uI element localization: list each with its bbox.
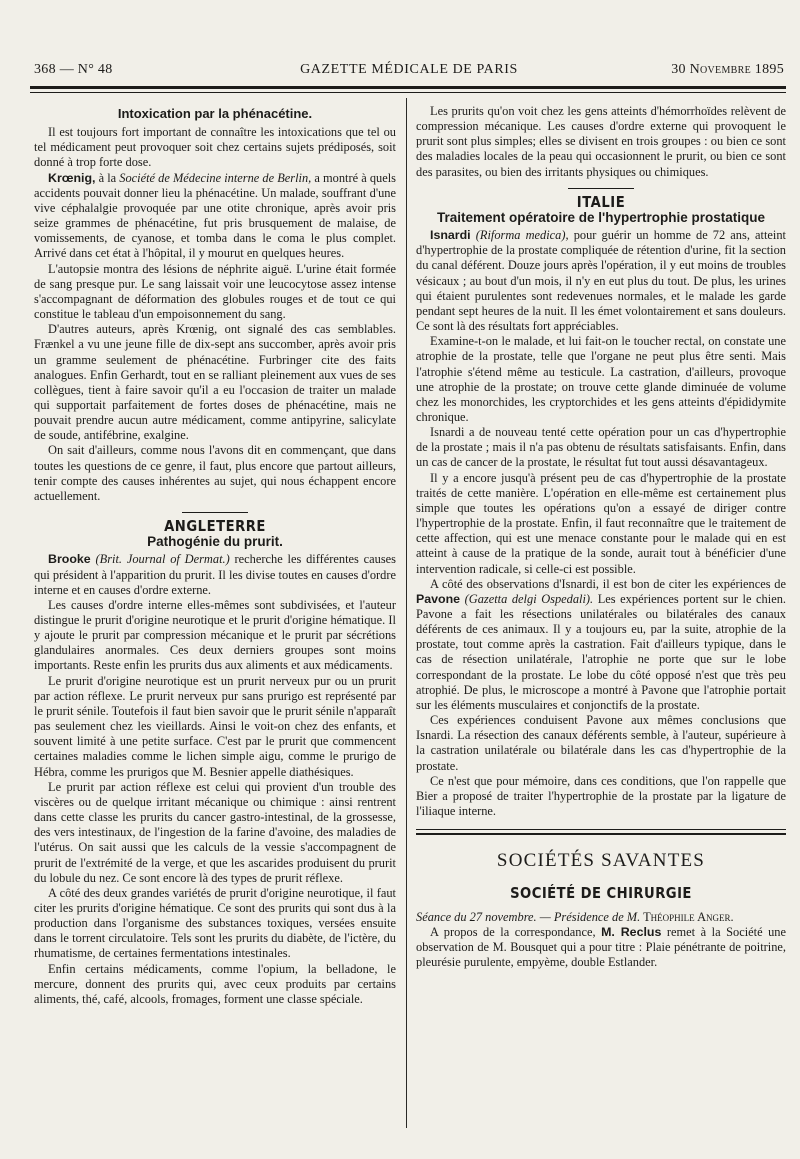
paragraph	[416, 925, 786, 970]
left-column	[34, 104, 396, 1007]
section-separator	[568, 188, 634, 189]
paragraph: Ces expériences conduisent Pavone aux mêmes conclusions que Isnardi. La résection des canaux déférents semble, à l'auteur, supérieure à la castration unilatérale ou bilatérale dans les cas d'hypertrophie de la prostate.	[416, 713, 786, 773]
journal-name: (Brit. Journal of Dermat.)	[90, 552, 230, 567]
page-header	[34, 58, 784, 80]
paragraph: Il est toujours fort important de connaître les intoxications que tel ou tel médicament peut provoquer soit chez certains sujets prédiposés, soit donné à trop forte dose.	[34, 125, 396, 170]
seance-date: Séance du 27 novembre. — Présidence de M.	[416, 909, 641, 924]
header-rule-thick	[30, 86, 786, 89]
paragraph	[34, 552, 396, 597]
president-name: Théophile Anger.	[640, 909, 734, 924]
paragraph: L'autopsie montra des lésions de néphrite aiguë. L'urine était formée de sang presque pur. Le sang laissait voir une leucocytose assez intense s'accompagnant de déformation des globules rouges et de tout ce qui constitue le tableau d'un empoisonnement du sang.	[34, 261, 396, 322]
paragraph: Examine-t-on le malade, et lui fait-on le toucher rectal, on constate une atrophie de la prostate, telle que l'organe ne peut plus être senti. Mais l'atrophie s'étend même au testicule. La castration, d'ailleurs, provoque une atrophie de la prostate; on trouve cette glande diminuée de volume chez les monorchides, les cryptorchides et les gens atteints d'épididymite chronique.	[416, 334, 786, 424]
author-name: M. Reclus	[601, 924, 662, 939]
journal-name: (Gazetta delgi Ospedali).	[460, 591, 594, 606]
paragraph: Ce n'est que pour mémoire, dans ces conditions, que l'on rappelle que Bier a proposé de traiter l'hypertrophie de la prostate par la ligature de l'iliaque interne.	[416, 773, 786, 819]
journal-title: GAZETTE MÉDICALE DE PARIS	[300, 62, 518, 77]
section-separator	[182, 512, 248, 513]
text-run: a montré à quels accidents pouvait donner lieu la phénacétine. Un malade, souffrant d'une vive céphalalgie provoquée par une otite chronique, après avoir pris seize grammes de phénacétine, fut pris brusquement de malaise, de vomissements, de cyanose, et tomba dans le coma le plus complet. Arrivé dans cet état à l'hôpital, il y mourut en quelques heures.	[34, 170, 396, 261]
text-run: remet à la Société une observation de M. Bousquet qui a pour titre : Plaie pénétrante de poitrine, pleurésie purulente, empyème, double Estlander.	[416, 924, 786, 969]
paragraph: Les prurits qu'on voit chez les gens atteints d'hémorrhoïdes relèvent de compression mécanique. Les causes d'ordre externe qui provoquent le prurit sont plus simples; elles se divisent en trois groupes : ou bien ce sont des maladies locales de la peau qui occasionnent le prurit, ou bien ce sont des parasites, ou bien des irritants physiques ou chimiques.	[416, 104, 786, 179]
paragraph	[416, 228, 786, 334]
header-rule-thin	[30, 92, 786, 93]
paragraph	[34, 171, 396, 262]
author-name: Brooke	[48, 552, 91, 567]
paragraph: Le prurit par action réflexe est celui qui provient d'un trouble des viscères ou de quelque irritant mécanique ou chimique : ainsi rentrent dans cette classe les prurits du cancer gastro-intestinal, de la grossesse, des vers intestinaux, de l'ingestion de la farine d'avoine, des maladies de l'utérus. On sait aussi que les calculs de la vessie s'accompagnent de prurit de l'extrémité de la verge, et que les ascarides produisent du prurit du lobule du nez. Ce sont encore là des types de prurit réflexe.	[34, 779, 396, 885]
text-run: pour guérir un homme de 72 ans, atteint d'hypertrophie de la prostate compliquée de rétention d'urine, fit la section du canal déférent. Douze jours après l'opération, il y eut moins de troubles vésicaux ; au bout d'un mois, il n'y en eut plus du tout. De plus, les urines qui étaient purulentes sont redevenues normales, et le malade les garde pendant sept heures de la nuit. Il les émet volontairement et sans douleurs. Ce sont là des résultats fort appréciables.	[416, 228, 786, 334]
paragraph	[416, 577, 786, 713]
paragraph: D'autres auteurs, après Krœnig, ont signalé des cas semblables. Frænkel a vu une jeune fille de dix-sept ans succomber, après avoir pris un gramme seulement de phénacétine. Furbringer cite des faits analogues. Enfin Gerhardt, tout en se ralliant pleinement aux vues de ses collègues, tient à faire savoir qu'il a eu l'occasion de traiter un malade qui supportait parfaitement de fortes doses de phénacétine, mais ne pouvait prendre aucun autre médicament, comme antipyrine, salicylate de soude, antifébrine, exalgine.	[34, 322, 396, 443]
section-title-prurit: Pathogénie du prurit.	[147, 534, 283, 550]
societes-savantes-heading: SOCIÉTÉS SAVANTES	[496, 850, 706, 872]
text-run: A propos de la correspondance,	[430, 924, 602, 939]
right-column	[416, 104, 786, 970]
paragraph: Le prurit d'origine neurotique est un prurit nerveux pur ou un prurit par action réflexe. Le prurit nerveux pur sans prurigo est représenté par le prurit sénile. Toutefois il faut bien savoir que le prurit sénile n'apparaît pas seulement chez les vieillards. Ainsi le voit-on chez des enfants, et souvent limité à une petite surface. C'est par le prurit que commencent certaines maladies comme le lichen simple aigu, comme le prurigo de Hébra, comme les prurigos que M. Besnier appelle diathésiques.	[34, 673, 396, 779]
issue-date: 30 Novembre 1895	[671, 62, 784, 77]
paragraph: Les causes d'ordre interne elles-mêmes sont subdivisées, et l'auteur distingue le prurit d'origine neurotique et le prurit d'origine hématique. Il y ajoute le prurit par compression mécanique et le prurit par sécrétions glandulaires anormales. Ces deux derniers groupes sont moins importants. Reste enfin les prurits dus aux aliments et aux médicaments.	[34, 597, 396, 673]
society-name: Société de Médecine interne de Berlin,	[119, 170, 312, 185]
paragraph: A côté des deux grandes variétés de prurit d'origine neurotique, il faut citer les prurits d'origine hématique. Ce sont des prurits qui sont dus à la production dans l'organisme des substances toxiques, versées ensuite dans le torrent circulatoire. Tels sont les prurits du diabète, de l'ictère, du rhumatisme, de certaines fermentations intestinales.	[34, 885, 396, 961]
country-heading-italie: ITALIE	[576, 192, 626, 211]
seance-line	[416, 910, 786, 925]
text-run: recherche les différentes causes qui président à l'apparition du prurit. Il les divise toutes en causes d'ordre interne et en causes d'ordre externe.	[34, 552, 396, 597]
paragraph: Enfin certains médicaments, comme l'opium, la belladone, le mercure, donnent des prurits qui, avec ceux produits par certains aliments, thé, café, alcools, fromages, forment une classe spéciale.	[34, 961, 396, 1006]
paragraph: Isnardi a de nouveau tenté cette opération pour un cas d'hypertrophie de la prostate ; mais il n'a pas obtenu de résultats satisfaisants. Enfin, dans un cas de cancer de la prostate, le résultat fut tout aussi désavantageux.	[416, 425, 786, 470]
country-heading-angleterre: ANGLETERRE	[164, 517, 266, 536]
text-run: Les expériences portent sur le chien. Pavone a fait les résections unilatérales ou bilatérales des canaux déférents de ces animaux. Il y a toujours eu, par la suite, atrophie de la prostate, tout comme après la castration. Fait d'ailleurs typique, dans le cas de résection unilatérale, l'atrophie ne porte que sur le lobe correspondant de la prostate. Le lobe du côté opposé n'est que très peu atrophié. De plus, le microscope a montré à Pavone que l'atrophie portait sur les éléments musculaires et conjonctifs de la prostate.	[416, 591, 786, 712]
section-title-prostate: Traitement opératoire de l'hypertrophie prostatique	[436, 209, 766, 225]
section-rule-thick	[416, 833, 786, 835]
journal-name: (Riforma medica),	[470, 228, 569, 243]
section-rule-thin	[416, 829, 786, 830]
text-run: A côté des observations d'Isnardi, il est bon de citer les expériences de	[430, 576, 786, 591]
page-number: 368 — N° 48	[34, 62, 113, 77]
societe-chirurgie-heading: SOCIÉTÉ DE CHIRURGIE	[510, 884, 692, 903]
author-name: Pavone	[416, 591, 461, 606]
author-name: Krœnig,	[48, 170, 96, 185]
section-title-phenacetine: Intoxication par la phénacétine.	[117, 106, 313, 121]
column-divider	[406, 98, 407, 1128]
author-name: Isnardi	[430, 228, 471, 243]
text-run: à la	[95, 170, 120, 185]
paragraph: Il y a encore jusqu'à présent peu de cas d'hypertrophie de la prostate traités de cette manière. L'opération en elle-même est certainement plus simple que toutes les opérations qu'on a essayé de diriger contre l'hypertrophie de la prostate. Enfin, il faut reconnaître que le traitement de cette affection, qui est une menace constante pour le malade qui en est atteint à cause de la pratique de la sonde, aurait tout à bénéficier d'une intervention radicale, si celle-ci est possible.	[416, 470, 786, 576]
paragraph: On sait d'ailleurs, comme nous l'avons dit en commençant, que dans toutes les questions de ce genre, il faut, plus encore que partout ailleurs, tenir compte des causes inhérentes au sujet, qui nous échappent encore actuellement.	[34, 443, 396, 503]
